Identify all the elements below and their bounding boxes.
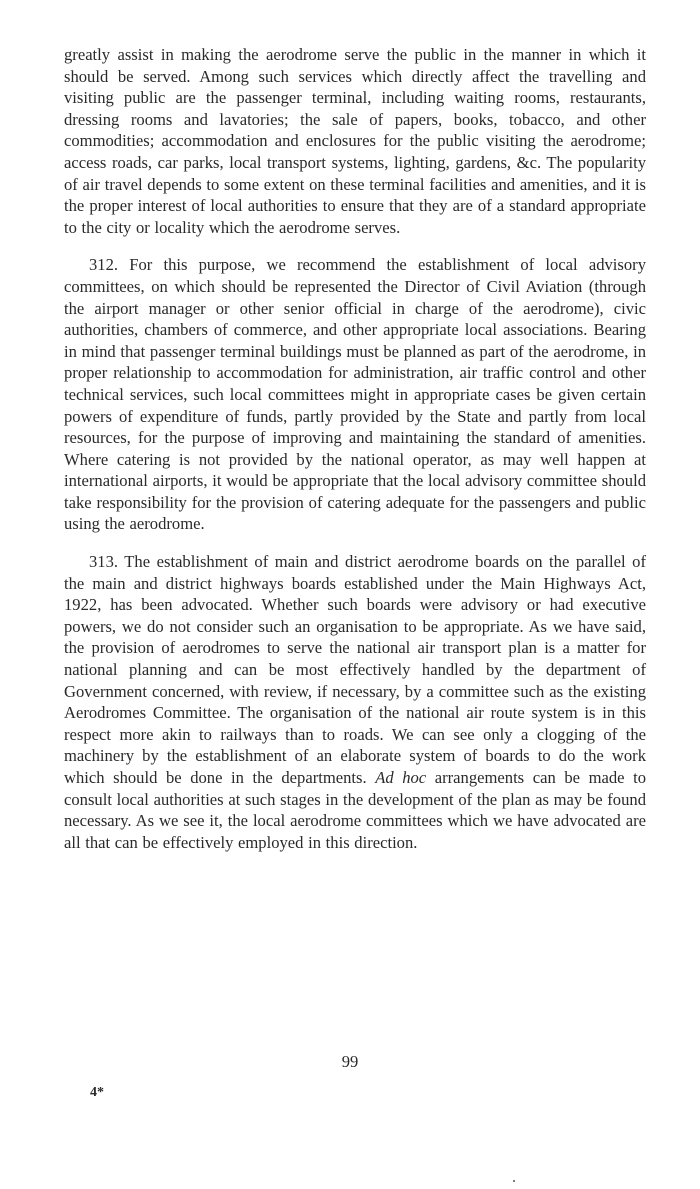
italic-phrase: Ad hoc bbox=[375, 768, 427, 787]
page-number: 99 bbox=[341, 1052, 359, 1071]
paragraph-312 bbox=[64, 254, 646, 535]
paragraph-continued bbox=[64, 44, 646, 238]
paragraph-number: 313. bbox=[89, 552, 119, 572]
paragraph-text: For this purpose, we recommend the establishment of local advisory committees, on which should be represented the Director of Civil Aviation (through the airport manager or other senior official in charge of the aerodrome), civic authorities, chambers of commerce, and other appropriate local associations. Bearing in mind that passenger terminal buildings must be planned as part of the aerodrome, in proper relationship to accommodation for administration, air traffic control and other technical services, such local committees might in appropriate cases be given certain powers of expenditure of funds, partly provided by the State and partly from local resources, for the purpose of improving and maintaining the standard of amenities. Where catering is not provided by the national operator, as may well happen at international airports, it would be appropriate that the local advisory committee should take responsibility for the provision of catering adequate for the passengers and public using the aerodrome. bbox=[64, 255, 646, 534]
document-page bbox=[64, 44, 646, 853]
paragraph-text: greatly assist in making the aerodrome serve the public in the manner in which it should be served. Among such services which directly affect the travelling and visiting public are the passenger terminal, including waiting rooms, restaurants, dressing rooms and lavatories; the sale of papers, books, tobacco, and other commodities; accommodation and enclosures for the public visiting the aerodrome; access roads, car parks, local transport systems, lighting, gardens, &c. The popularity of air travel depends to some extent on these terminal facilities and amenities, and it is the proper interest of local authorities to ensure that they are of a standard appropriate to the city or locality which the aerodrome serves. bbox=[64, 45, 646, 237]
signature-mark: 4* bbox=[90, 1085, 104, 1100]
print-speck bbox=[513, 1180, 515, 1182]
paragraph-text-before: The establishment of main and district aerodrome boards on the parallel of the main and district highways boards established under the Main Highways Act, 1922, has been advocated. Whether such boards were advisory or had executive powers, we do not consider such an organisation to be appropriate. As we have said, the provision of aerodromes to serve the national air transport plan is a matter for national planning and can be most effectively handled by the department of Government concerned, with review, if necessary, by a committee such as the existing Aerodromes Committee. The organisation of the national air route system is in this respect more akin to railways than to roads. We can see only a clogging of the machinery by the establishment of an elaborate system of boards to do the work which should be done in the departments. bbox=[64, 552, 646, 787]
paragraph-text-after: arrangements can be made to consult local authorities at such stages in the development of the plan as may be found necessary. As we see it, the local aerodrome committees which we have advocated are all that can be effectively employed in this direction. bbox=[64, 768, 646, 852]
paragraph-313 bbox=[64, 551, 646, 853]
paragraph-number: 312. bbox=[89, 255, 119, 275]
